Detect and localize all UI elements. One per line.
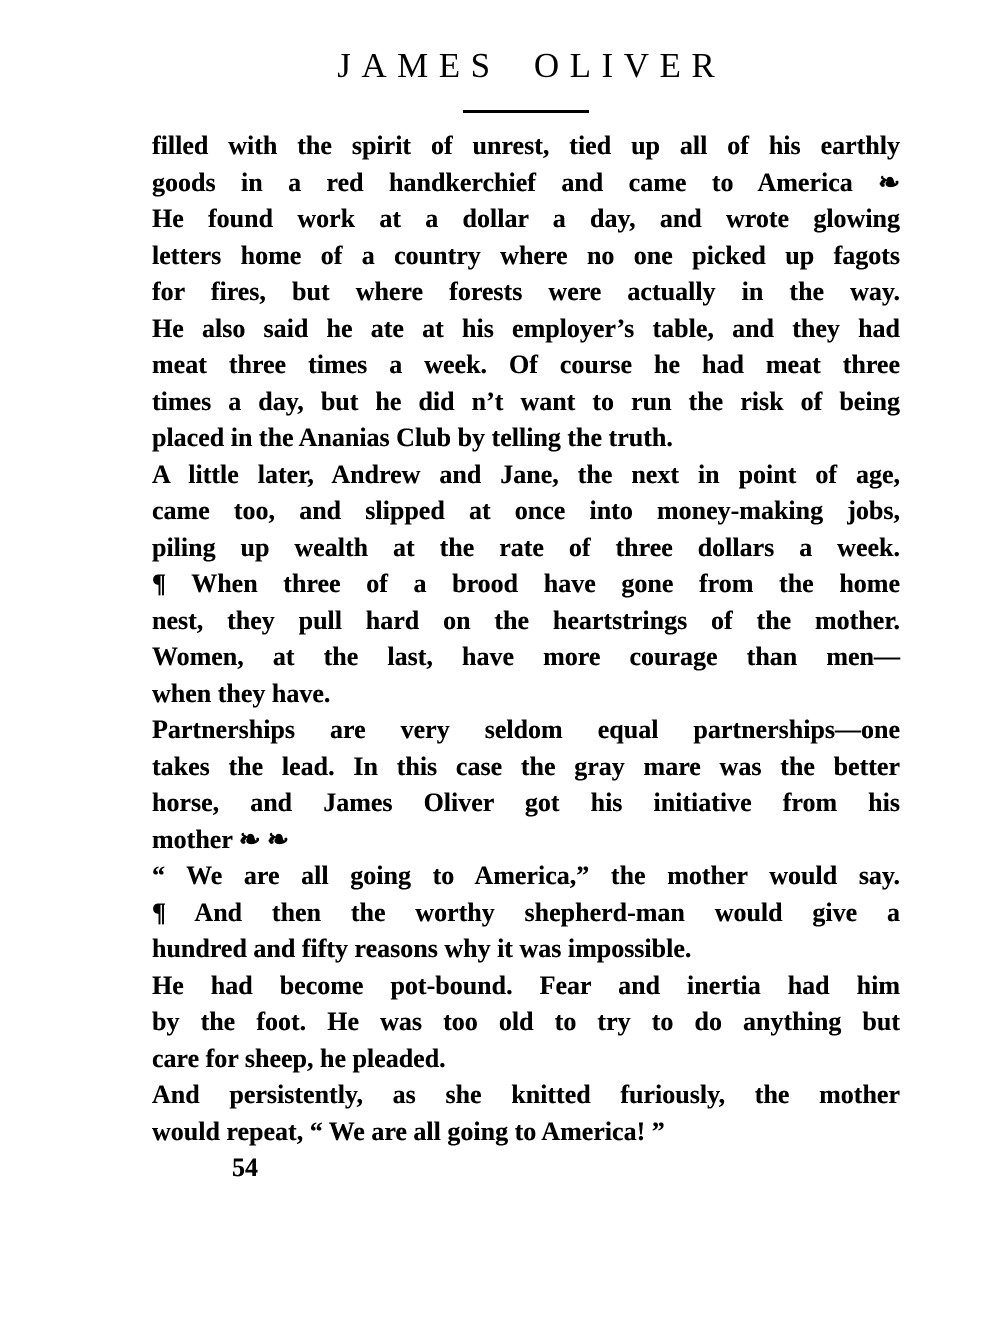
text-line: nest, they pull hard on the heartstrings of the mother.	[152, 605, 900, 635]
text-line: “ We are all going to America,” the mother would say.	[152, 861, 900, 890]
text-line: horse, and James Oliver got his initiative from his	[152, 788, 900, 817]
text-line: He had become pot-bound. Fear and inertia had him	[152, 970, 900, 1000]
text-line: for fires, but where forests were actually in the way.	[152, 277, 900, 306]
text-line: He found work at a dollar a day, and wrote glowing	[152, 204, 900, 233]
text-column	[152, 0, 900, 1331]
text-line: Partnerships are very seldom equal partnerships—one	[152, 715, 900, 744]
text-line: Women, at the last, have more courage than men—	[152, 642, 900, 671]
text-line: piling up wealth at the rate of three dollars a week.	[152, 532, 900, 562]
text-line: came too, and slipped at once into money-making jobs,	[152, 496, 900, 525]
text-line: times a day, but he did n’t want to run the risk of being	[152, 386, 900, 416]
text-line: when they have.	[152, 678, 331, 708]
title-divider	[463, 110, 589, 113]
body-text	[152, 128, 900, 1150]
text-line: ¶ And then the worthy shepherd-man would give a	[152, 897, 900, 927]
text-line: meat three times a week. Of course he had meat three	[152, 350, 900, 379]
text-line: He also said he ate at his employer’s table, and they had	[152, 313, 900, 343]
page-number: 54	[232, 1153, 258, 1182]
text-line: placed in the Ananias Club by telling the truth.	[152, 423, 673, 452]
text-line: filled with the spirit of unrest, tied up all of his earthly	[152, 131, 900, 160]
text-line: care for sheep, he pleaded.	[152, 1043, 446, 1073]
text-line: ¶ When three of a brood have gone from the home	[152, 569, 900, 598]
text-line: would repeat, “ We are all going to America! ”	[152, 1116, 665, 1146]
text-line: goods in a red handkerchief and came to America ❧	[152, 167, 900, 197]
text-line: mother ❧ ❧	[152, 824, 289, 854]
text-line: takes the lead. In this case the gray mare was the better	[152, 751, 900, 781]
text-line: And persistently, as she knitted furiously, the mother	[152, 1080, 900, 1109]
page-title: JAMES OLIVER	[337, 46, 726, 85]
text-line: letters home of a country where no one picked up fagots	[152, 240, 900, 270]
text-line: A little later, Andrew and Jane, the next in point of age,	[152, 459, 900, 489]
text-line: hundred and fifty reasons why it was impossible.	[152, 934, 692, 963]
text-line: by the foot. He was too old to try to do anything but	[152, 1007, 900, 1036]
